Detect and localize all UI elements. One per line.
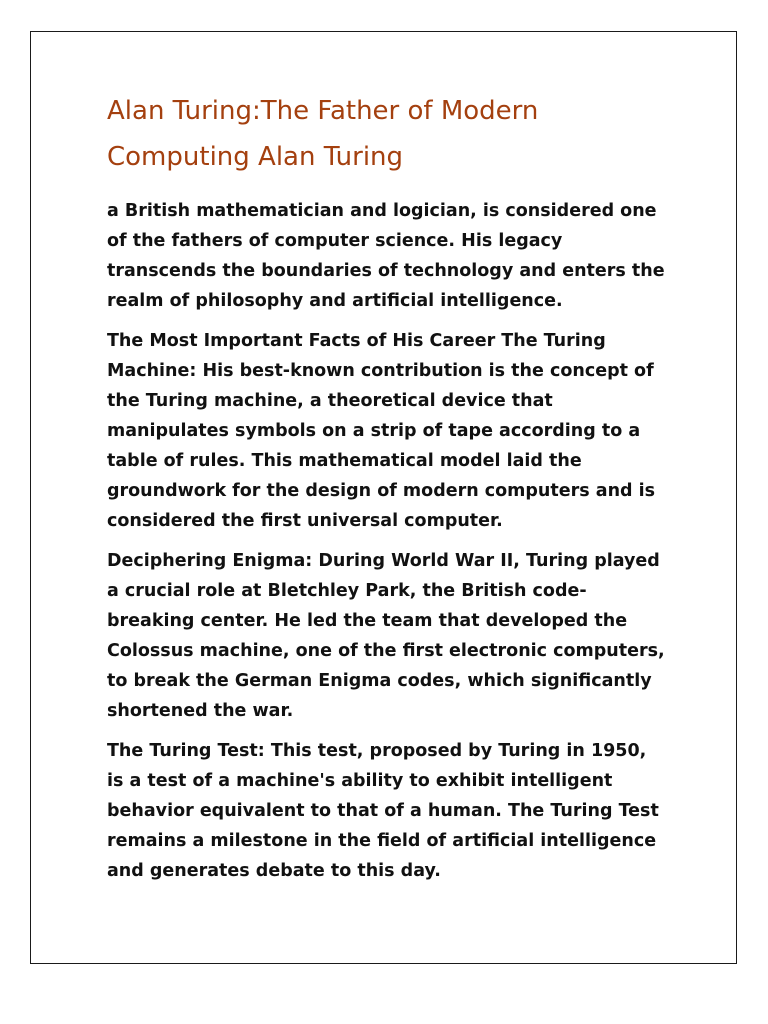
document-content [107,88,667,896]
document-title: Alan Turing:The Father of Modern Computing Alan Turing [107,96,539,172]
document-page [30,31,737,964]
paragraph-intro: a British mathematician and logician, is considered one of the fathers of computer science. His legacy transcends the boundaries of technology and enters the realm of philosophy and artificial intelligence. [107,201,665,311]
paragraph-turing-machine: The Most Important Facts of His Career The Turing Machine: His best-known contribution is the concept of the Turing machine, a theoretical device that manipulates symbols on a strip of tape according to a table of rules. This mathematical model laid the groundwork for the design of modern computers and is considered the first universal computer. [107,331,656,531]
paragraph-enigma: Deciphering Enigma: During World War II, Turing played a crucial role at Bletchley Park, the British code-breaking center. He led the team that developed the Colossus machine, one of the first electronic computers, to break the German Enigma codes, which significantly shortened the war. [107,551,665,721]
paragraph-turing-test: The Turing Test: This test, proposed by Turing in 1950, is a test of a machine's ability to exhibit intelligent behavior equivalent to that of a human. The Turing Test remains a milestone in the field of artificial intelligence and generates debate to this day. [107,741,659,881]
